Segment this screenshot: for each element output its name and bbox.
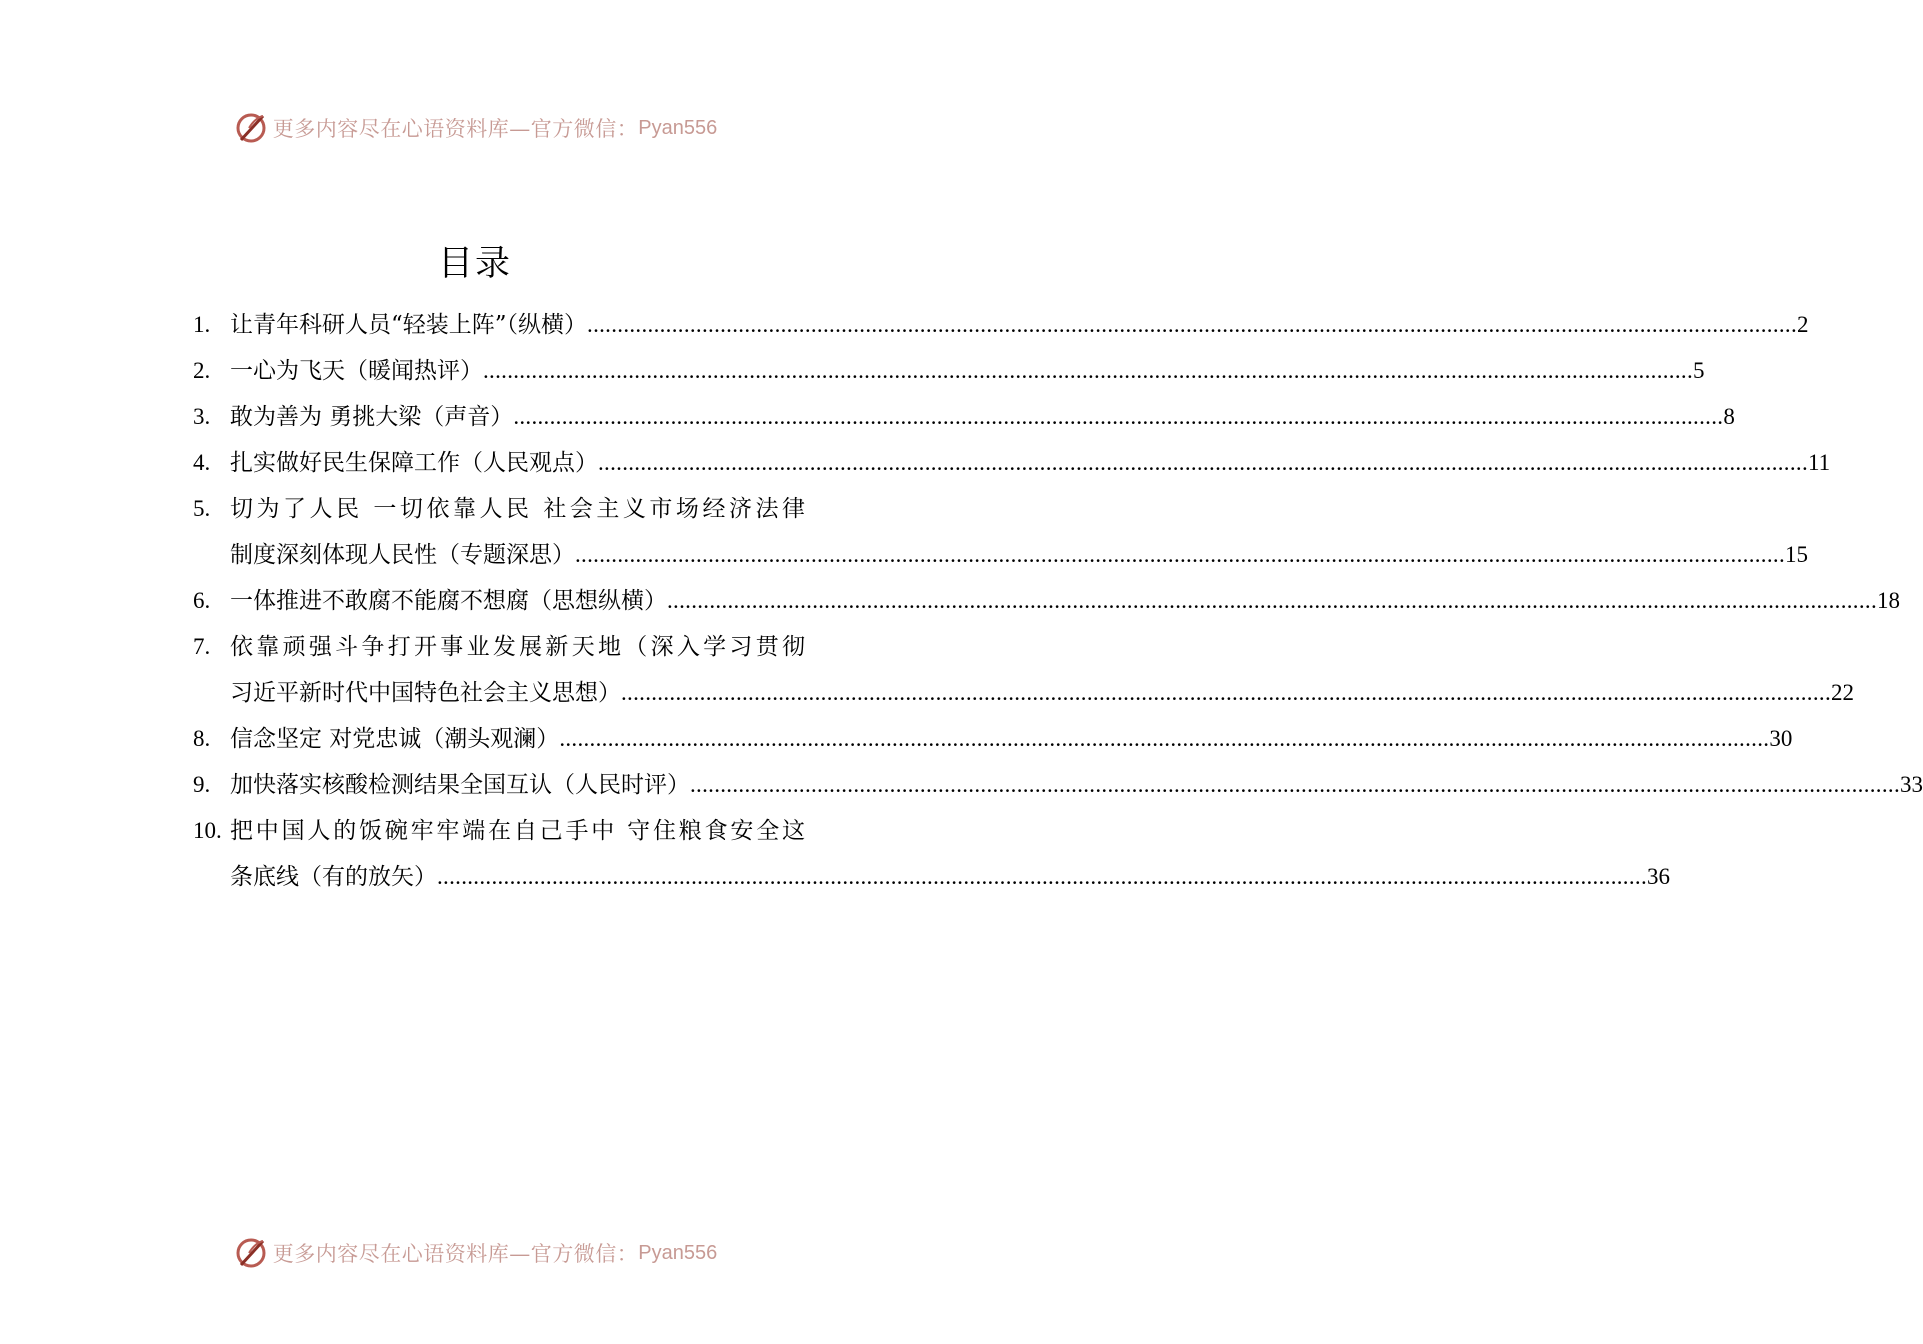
toc-title-line: 把中国人的饭碗牢牢端在自己手中 守住粮食安全这	[230, 818, 805, 844]
toc-entry[interactable]	[193, 348, 1705, 394]
toc-page-number: 18	[1877, 588, 1900, 613]
toc-title-line: 习近平新时代中国特色社会主义思想）	[230, 680, 621, 706]
toc-leader-dots: ........................................................................................................................................................................................................	[621, 680, 1831, 705]
table-of-contents	[193, 302, 1923, 900]
toc-leader-dots: ........................................................................................................................................................................................................	[667, 588, 1877, 613]
toc-leader-dots: ........................................................................................................................................................................................................	[483, 358, 1693, 383]
toc-number: 2.	[193, 358, 211, 383]
toc-number: 7.	[193, 634, 211, 659]
toc-title-line: 切为了人民 一切依靠人民 社会主义市场经济法律	[230, 496, 805, 522]
toc-entry[interactable]	[193, 716, 1793, 762]
toc-title-line: 一心为飞天（暖闻热评）	[230, 358, 483, 384]
toc-entry[interactable]	[193, 624, 1854, 716]
toc-title-line: 制度深刻体现人民性（专题深思）	[230, 542, 575, 568]
toc-leader-dots: ........................................................................................................................................................................................................	[437, 864, 1647, 889]
toc-number: 9.	[193, 772, 211, 797]
toc-entry[interactable]	[193, 302, 1809, 348]
toc-page-number: 8	[1723, 404, 1735, 429]
toc-number: 1.	[193, 312, 211, 337]
toc-entry[interactable]	[193, 808, 1670, 900]
toc-leader-dots: ........................................................................................................................................................................................................	[559, 726, 1770, 751]
toc-page-number: 36	[1647, 864, 1670, 889]
toc-number: 8.	[193, 726, 211, 751]
toc-title-line: 敢为善为 勇挑大梁（声音）	[230, 404, 514, 430]
toc-page-number: 30	[1769, 726, 1793, 751]
toc-number: 5.	[193, 496, 211, 521]
toc-leader-dots: ........................................................................................................................................................................................................	[587, 312, 1798, 337]
toc-number: 3.	[193, 404, 211, 429]
toc-leader-dots: ........................................................................................................................................................................................................	[575, 542, 1785, 567]
toc-title-line: 扎实做好民生保障工作（人民观点）	[230, 450, 598, 476]
quill-logo-icon	[233, 1235, 269, 1271]
toc-page-number: 2	[1797, 312, 1809, 337]
watermark-text: 更多内容尽在心语资料库—官方微信：	[272, 1242, 639, 1266]
toc-entry[interactable]	[193, 486, 1808, 578]
toc-page-number: 11	[1808, 450, 1831, 475]
watermark-id: Pyan556	[638, 1241, 718, 1264]
header-watermark	[0, 108, 950, 148]
toc-entry[interactable]	[193, 394, 1735, 440]
toc-number: 6.	[193, 588, 211, 613]
toc-page-number: 33	[1900, 772, 1923, 797]
toc-title-line: 信念坚定 对党忠诚（潮头观澜）	[230, 726, 560, 752]
toc-entry[interactable]	[193, 762, 1923, 808]
toc-title-line: 条底线（有的放矢）	[230, 864, 437, 890]
watermark-text: 更多内容尽在心语资料库—官方微信：	[272, 117, 639, 141]
toc-entry[interactable]	[193, 578, 1900, 624]
toc-title-line: 一体推进不敢腐不能腐不想腐（思想纵横）	[230, 588, 667, 614]
toc-page-number: 15	[1785, 542, 1808, 567]
toc-number: 10.	[193, 818, 222, 843]
toc-leader-dots: ........................................................................................................................................................................................................	[513, 404, 1724, 429]
watermark-id: Pyan556	[638, 116, 718, 139]
toc-title-line: 加快落实核酸检测结果全国互认（人民时评）	[230, 772, 690, 798]
toc-page-number: 22	[1831, 680, 1854, 705]
toc-leader-dots: ........................................................................................................................................................................................................	[598, 450, 1808, 475]
toc-title-line: 让青年科研人员“轻装上阵”（纵横）	[230, 312, 588, 338]
toc-entry[interactable]	[193, 440, 1831, 486]
quill-logo-icon	[233, 110, 269, 146]
toc-page-number: 5	[1693, 358, 1705, 383]
toc-number: 4.	[193, 450, 211, 475]
toc-leader-dots: ........................................................................................................................................................................................................	[690, 772, 1900, 797]
toc-title-line: 依靠顽强斗争打开事业发展新天地（深入学习贯彻	[230, 634, 805, 660]
footer-watermark	[0, 1233, 950, 1273]
page-title: 目录	[437, 244, 512, 284]
